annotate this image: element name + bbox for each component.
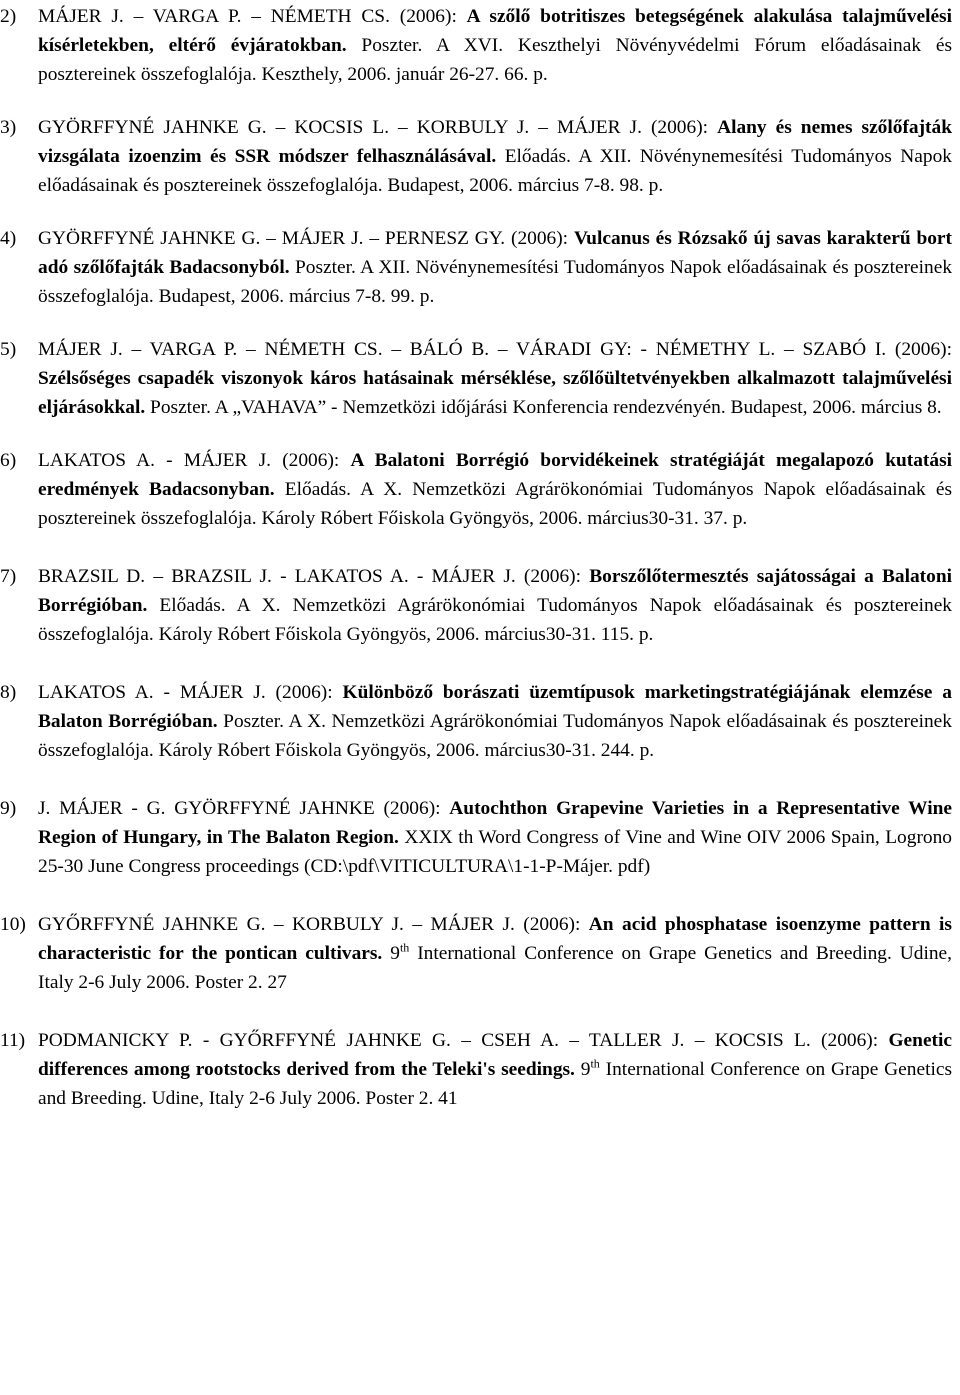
ordinal-superscript: th xyxy=(399,940,410,955)
reference-title: A szőlő botritiszes betegségének alakulása talajművelési kísérletekben, eltérő évjáratokban. xyxy=(38,6,952,56)
reference-entry-10 xyxy=(0,910,952,997)
reference-details: XXIX th Word Congress of Vine and Wine OIV 2006 Spain, Logrono 25-30 June Congress proceedings (CD:\pdf\VITICULTURA\1-1-P-Májer. pdf) xyxy=(38,827,952,877)
reference-details: Poszter. A XII. Növénynemesítési Tudományos Napok előadásainak és posztereinek összefoglalója. Budapest, 2006. március 7-8. 99. p. xyxy=(38,257,953,307)
reference-number: 2) xyxy=(0,6,17,27)
reference-details: Poszter. A X. Nemzetközi Agrárökonómiai Tudományos Napok előadásainak és posztereinek összefoglalója. Károly Róbert Főiskola Gyöngyös, 2006. március30-31. 244. p. xyxy=(38,711,952,761)
reference-number: 9) xyxy=(0,798,17,819)
reference-entry-6 xyxy=(0,446,952,533)
reference-number: 3) xyxy=(0,117,17,138)
reference-entry-8 xyxy=(0,678,952,765)
reference-details: Poszter. A „VAHAVA” - Nemzetközi időjárási Konferencia rendezvényén. Budapest, 2006. március 8. xyxy=(145,397,942,418)
reference-details: Előadás. A X. Nemzetközi Agrárökonómiai Tudományos Napok előadásainak és posztereinek összefoglalója. Károly Róbert Főiskola Gyöngyös, 2006. március30-31. 37. p. xyxy=(38,479,953,529)
reference-details-prefix: 9 xyxy=(574,1059,591,1080)
reference-entry-7 xyxy=(0,562,952,649)
reference-entry-3 xyxy=(0,113,952,200)
reference-details: Előadás. A XII. Növénynemesítési Tudományos Napok előadásainak és posztereinek összefoglalója. Budapest, 2006. március 7-8. 98. p. xyxy=(38,146,952,196)
reference-authors: GYÖRFFYNÉ JAHNKE G. – KOCSIS L. – KORBULY J. – MÁJER J. (2006): xyxy=(38,117,718,138)
reference-title: Borszőlőtermesztés sajátosságai a Balatoni Borrégióban. xyxy=(38,566,952,616)
reference-number: 10) xyxy=(0,914,26,935)
reference-authors: MÁJER J. – VARGA P. – NÉMETH CS. – BÁLÓ B. – VÁRADI GY: - NÉMETHY L. – SZABÓ I. (2006): xyxy=(38,339,952,360)
document-page xyxy=(0,2,960,1395)
reference-title: Alany és nemes szőlőfajták vizsgálata izoenzim és SSR módszer felhasználásával. xyxy=(38,117,952,167)
reference-title: A Balatoni Borrégió borvidékeinek stratégiáját megalapozó kutatási eredmények Badacsonyban. xyxy=(38,450,953,500)
reference-number: 11) xyxy=(0,1030,26,1051)
reference-title: Genetic differences among rootstocks derived from the Teleki's seedings. xyxy=(38,1030,952,1080)
reference-authors: MÁJER J. – VARGA P. – NÉMETH CS. (2006): xyxy=(38,6,467,27)
ordinal-superscript: th xyxy=(590,1056,600,1071)
reference-number: 7) xyxy=(0,566,17,587)
reference-number: 6) xyxy=(0,450,17,471)
reference-title: An acid phosphatase isoenzyme pattern is characteristic for the pontican cultivars. xyxy=(38,914,952,964)
reference-entry-2 xyxy=(0,2,952,89)
reference-title: Vulcanus és Rózsakő új savas karakterű bort adó szőlőfajták Badacsonyból. xyxy=(38,228,952,278)
reference-authors: GYŐRFFYNÉ JAHNKE G. – KORBULY J. – MÁJER J. (2006): xyxy=(38,914,589,935)
reference-entry-11 xyxy=(0,1026,952,1113)
reference-authors: J. MÁJER - G. GYÖRFFYNÉ JAHNKE (2006): xyxy=(38,798,450,819)
reference-entry-9 xyxy=(0,794,952,881)
reference-details-prefix: 9 xyxy=(382,943,400,964)
reference-title: Autochthon Grapevine Varieties in a Representative Wine Region of Hungary, in The Balaton Region. xyxy=(38,798,952,848)
reference-entry-5 xyxy=(0,335,952,422)
reference-details: Poszter. A XVI. Keszthelyi Növényvédelmi Fórum előadásainak és posztereinek összefoglalója. Keszthely, 2006. január 26-27. 66. p. xyxy=(38,35,953,85)
reference-details: International Conference on Grape Genetics and Breeding. Udine, Italy 2-6 July 2006. Poster 2. 41 xyxy=(38,1059,953,1109)
reference-number: 5) xyxy=(0,339,17,360)
reference-title: Szélsőséges csapadék viszonyok káros hatásainak mérséklése, szőlőültetvényekben alkalmazott talajművelési eljárásokkal. xyxy=(38,368,952,418)
reference-title: Különböző borászati üzemtípusok marketingstratégiájának elemzése a Balaton Borrégióban. xyxy=(38,682,952,732)
reference-authors: LAKATOS A. - MÁJER J. (2006): xyxy=(38,450,351,471)
reference-number: 8) xyxy=(0,682,17,703)
reference-authors: PODMANICKY P. - GYŐRFFYNÉ JAHNKE G. – CSEH A. – TALLER J. – KOCSIS L. (2006): xyxy=(38,1030,889,1051)
reference-entry-4 xyxy=(0,224,952,311)
reference-details: Előadás. A X. Nemzetközi Agrárökonómiai Tudományos Napok előadásainak és posztereinek összefoglalója. Károly Róbert Főiskola Gyöngyös, 2006. március30-31. 115. p. xyxy=(38,595,952,645)
reference-details: International Conference on Grape Genetics and Breeding. Udine, Italy 2-6 July 2006. Poster 2. 27 xyxy=(38,943,953,993)
reference-authors: BRAZSIL D. – BRAZSIL J. - LAKATOS A. - MÁJER J. (2006): xyxy=(38,566,590,587)
reference-authors: GYÖRFFYNÉ JAHNKE G. – MÁJER J. – PERNESZ GY. (2006): xyxy=(38,228,574,249)
reference-authors: LAKATOS A. - MÁJER J. (2006): xyxy=(38,682,343,703)
reference-number: 4) xyxy=(0,228,17,249)
